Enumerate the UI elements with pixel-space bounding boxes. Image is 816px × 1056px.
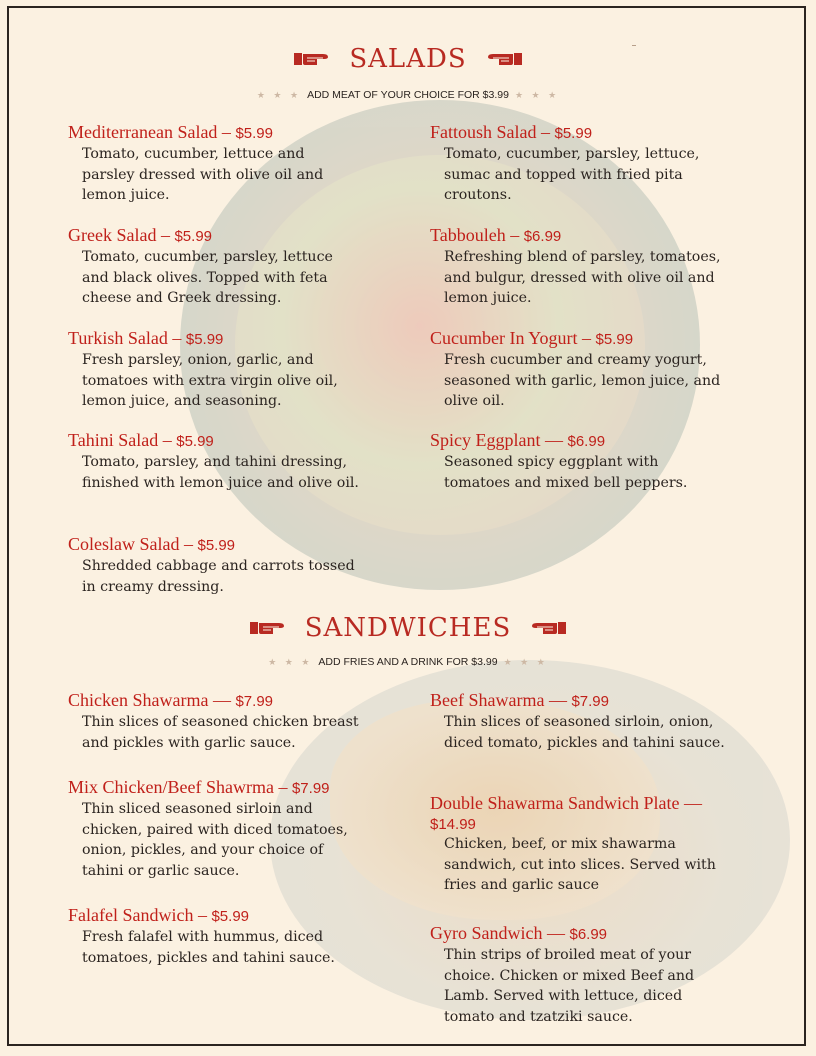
item-price: $5.99 — [197, 537, 236, 554]
item-description: Tomato, cucumber, parsley, lettuce and black olives. Topped with feta cheese and Greek dressing. — [82, 249, 333, 306]
menu-item — [68, 121, 398, 206]
menu-item — [68, 776, 398, 881]
salads-heading — [0, 44, 816, 74]
salads-subtitle: ADD MEAT OF YOUR CHOICE FOR $3.99 — [307, 89, 509, 101]
pointing-hand-left-icon — [529, 618, 567, 638]
item-name: Gyro Sandwich — — [430, 923, 570, 943]
item-price: $5.99 — [174, 228, 213, 245]
item-name: Double Shawarma Sandwich Plate — — [430, 793, 702, 813]
stars-right: ★ ★ ★ — [514, 90, 560, 100]
item-name: Spicy Eggplant — — [430, 430, 568, 450]
pointing-hand-right-icon — [249, 618, 287, 638]
item-name: Beef Shawarma — — [430, 690, 572, 710]
item-description: Refreshing blend of parsley, tomatoes, and bulgur, dressed with olive oil and lemon juice. — [444, 249, 721, 306]
item-price: $6.99 — [523, 228, 562, 245]
item-name: Mediterranean Salad – — [68, 122, 236, 142]
menu-item — [430, 429, 760, 493]
item-price: $5.99 — [554, 125, 593, 142]
item-description: Fresh parsley, onion, garlic, and tomatoes with extra virgin olive oil, lemon juice, and seasoning. — [82, 352, 338, 409]
item-name: Falafel Sandwich – — [68, 905, 212, 925]
item-name: Mix Chicken/Beef Shawrma – — [68, 777, 292, 797]
sandwiches-subtitle: ADD FRIES AND A DRINK FOR $3.99 — [318, 656, 498, 668]
menu-item — [430, 327, 760, 412]
item-name: Turkish Salad – — [68, 328, 186, 348]
menu-item — [68, 533, 398, 597]
item-description: Tomato, parsley, and tahini dressing, finished with lemon juice and olive oil. — [82, 454, 359, 491]
menu-item — [430, 224, 760, 309]
item-name: Chicken Shawarma — — [68, 690, 236, 710]
item-price: $7.99 — [571, 693, 609, 710]
menu-item — [68, 429, 398, 493]
item-description: Thin slices of seasoned chicken breast and pickles with garlic sauce. — [82, 714, 359, 751]
item-price: $5.99 — [211, 908, 250, 925]
menu-item — [68, 327, 398, 412]
sandwiches-title: SANDWICHES — [304, 613, 512, 643]
item-price: $14.99 — [430, 816, 476, 833]
item-price: $7.99 — [235, 693, 274, 710]
item-name: Coleslaw Salad – — [68, 534, 198, 554]
stars-left: ★ ★ ★ — [268, 657, 313, 667]
stars-right: ★ ★ ★ — [503, 657, 548, 667]
item-description: Fresh falafel with hummus, diced tomatoes, pickles and tahini sauce. — [82, 929, 335, 966]
salads-title: SALADS — [349, 44, 467, 74]
item-name: Tahini Salad – — [68, 430, 177, 450]
pointing-hand-left-icon — [485, 49, 523, 69]
menu-item — [430, 922, 760, 1027]
item-description: Tomato, cucumber, parsley, lettuce, sumac and topped with fried pita croutons. — [444, 146, 700, 203]
item-name: Cucumber In Yogurt – — [430, 328, 596, 348]
menu-item — [430, 792, 740, 896]
sandwiches-heading — [0, 613, 816, 643]
item-price: $6.99 — [567, 433, 606, 450]
item-name: Fattoush Salad – — [430, 122, 555, 142]
menu-item — [430, 689, 760, 753]
item-price: $5.99 — [595, 331, 634, 348]
item-name: Tabbouleh – — [430, 225, 524, 245]
pointing-hand-right-icon — [293, 49, 331, 69]
sandwiches-subtitle-row — [0, 656, 816, 668]
item-description: Tomato, cucumber, lettuce and parsley dressed with olive oil and lemon juice. — [82, 146, 324, 203]
menu-item — [68, 689, 398, 753]
item-price: $6.99 — [569, 926, 608, 943]
item-description: Thin slices of seasoned sirloin, onion, diced tomato, pickles and tahini sauce. — [444, 714, 725, 751]
item-description: Seasoned spicy eggplant with tomatoes and mixed bell peppers. — [444, 454, 688, 491]
menu-item — [68, 224, 398, 309]
item-price: $5.99 — [176, 433, 214, 450]
menu-item — [68, 904, 398, 968]
item-name: Greek Salad – — [68, 225, 175, 245]
item-description: Thin strips of broiled meat of your choice. Chicken or mixed Beef and Lamb. Served with lettuce, diced tomato and tzatziki sauce. — [444, 947, 695, 1025]
stars-left: ★ ★ ★ — [256, 90, 302, 100]
item-price: $5.99 — [185, 331, 224, 348]
item-description: Fresh cucumber and creamy yogurt, seasoned with garlic, lemon juice, and olive oil. — [444, 352, 721, 409]
item-price: $7.99 — [291, 780, 330, 797]
item-description: Thin sliced seasoned sirloin and chicken, paired with diced tomatoes, onion, pickles, and your choice of tahini or garlic sauce. — [82, 801, 348, 879]
salads-subtitle-row — [0, 89, 816, 101]
menu-item — [430, 121, 760, 206]
item-description: Shredded cabbage and carrots tossed in creamy dressing. — [82, 558, 355, 595]
item-description: Chicken, beef, or mix shawarma sandwich, cut into slices. Served with fries and garlic sauce — [444, 836, 716, 893]
item-price: $5.99 — [235, 125, 273, 142]
